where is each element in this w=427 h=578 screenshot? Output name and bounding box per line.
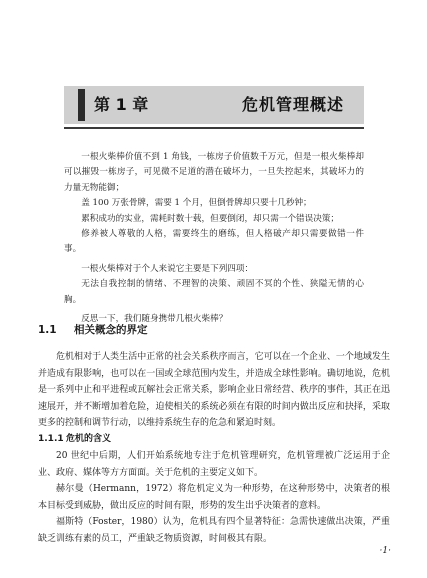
epigraph-line: 无法自我控制的情绪、不理智的决策、顽固不冥的个性、狭隘无情的心胸。: [64, 279, 364, 305]
section-heading: [38, 323, 390, 337]
epigraph-line: 修养被人尊敬的人格，需要终生的磨练，但人格破产却只需要做错一件事。: [64, 229, 364, 255]
epigraph: [64, 150, 364, 327]
section-number: 1.1: [38, 324, 57, 336]
chapter-banner: [64, 86, 364, 124]
epigraph-line: 盖 100 万张骨牌，需要 1 个月，但倒骨牌却只要十几秒钟；: [81, 198, 312, 209]
subsection-heading: [38, 432, 390, 446]
subsection-number: 1.1.1: [38, 434, 64, 444]
epigraph-line: 一根火柴棒对于个人来说它主要是下列四项：: [81, 263, 254, 274]
subsection-body: [38, 448, 390, 547]
body-paragraph: 赫尔曼（Hermann，1972）将危机定义为一种形势，在这种形势中，决策者的根本目标受到威胁，做出反应的时间有限，形势的发生出乎决策者的意料。: [38, 484, 390, 511]
epigraph-line: 反思一下，我们随身携带几根火柴棒？: [81, 314, 228, 325]
subsection-title: 危机的含义: [66, 434, 112, 444]
epigraph-line: 一根火柴棒价值不到 1 角钱，一栋房子价值数千万元，但是一根火柴棒却可以摧毁一栋房子，可见微不足道的潜在破坏力，一旦失控起来，其破坏力的力量无物能御；: [64, 152, 364, 193]
chapter-divider: [64, 127, 364, 129]
body-paragraph: 20 世纪中后期，人们开始系统地专注于危机管理研究，危机管理被广泛运用于企业、政府、媒体等方方面面。关于危机的主要定义如下。: [38, 451, 390, 478]
body-paragraph: 福斯特（Foster，1980）认为，危机具有四个显著特征：急需快速做出决策，严重缺乏训练有素的员工，严重缺乏物质资源，时间极其有限。: [38, 517, 390, 544]
body-paragraph: 危机相对于人类生活中正常的社会关系秩序而言，它可以在一个企业、一个地域发生并造成有限影响，也可以在一国或全球范围内发生，并造成全球性影响。确切地说，危机是一系列中止和平进程或瓦解社会正常关系，影响企业日常经营、秩序的事件，其正在迅速展开，并不断增加着危险，迫使相关的系统必须在有限的时间内做出反应和抉择，采取更多的控制和调节行动，以维持系统生存的危急和紧迫时刻。: [38, 352, 390, 428]
section-title: 相关概念的界定: [74, 324, 148, 336]
page-number: ·1·: [379, 546, 391, 556]
section-body: [38, 349, 390, 432]
chapter-number: 第 1 章: [94, 95, 149, 114]
epigraph-line: 累积成功的实业，需耗时数十载，但要倒闭，却只需一个错误决策；: [81, 213, 340, 224]
chapter-title: 危机管理概述: [241, 95, 344, 114]
